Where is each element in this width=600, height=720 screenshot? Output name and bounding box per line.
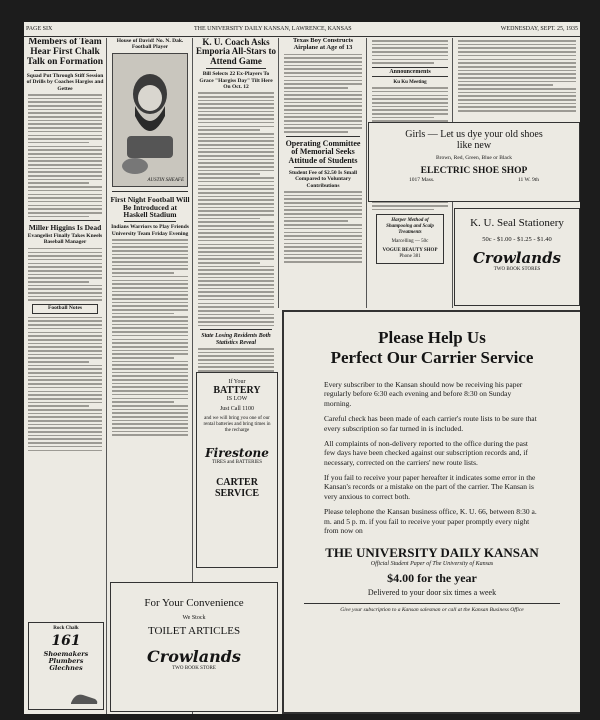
ad-line3: TOILET ARTICLES bbox=[147, 625, 241, 637]
kansan-brand: THE UNIVERSITY DAILY KANSAN bbox=[325, 545, 539, 561]
headline-miller-higgins: Miller Higgins Is Dead bbox=[28, 223, 102, 233]
headline-state-losing: State Losing Residents Both Statistics Reveal bbox=[201, 333, 271, 346]
seal-stationery-ad bbox=[454, 208, 580, 306]
electric-shoe-shop-ad bbox=[368, 122, 580, 202]
article-text bbox=[196, 92, 276, 326]
ad-line5: and we will bring you one of our rental batteries and bring times in the recharge bbox=[203, 416, 271, 433]
page-header bbox=[24, 22, 580, 37]
article-text bbox=[282, 191, 364, 263]
column-rule bbox=[106, 38, 107, 714]
ad-phone-number: 161 bbox=[51, 633, 81, 649]
ad-paragraph-1: Every subscriber to the Kansan should now be receiving his paper regularly before 6:30 each evening and before 8:30 on Sunday morning. bbox=[324, 380, 523, 408]
ad-paragraph-2: Careful check has been made of each carrier's route lists to be sure that every subscription so far turned in is included. bbox=[324, 414, 537, 433]
column-rule bbox=[278, 38, 279, 308]
ad-title: K. U. Seal Stationery bbox=[470, 217, 564, 229]
ad-title-2: Perfect Our Carrier Service bbox=[330, 348, 534, 367]
brand-logo: Crowlands bbox=[147, 647, 241, 666]
ad-prices: 50c - $1.00 - $1.25 - $1.40 bbox=[482, 235, 552, 243]
ad-shop-name: Shoemakers Plumbers Glechnes bbox=[43, 650, 89, 673]
ku-ku-meeting: Ku Ku Meeting bbox=[393, 80, 427, 86]
photo-caption-top: House of David! No. N. Dak. Football Player bbox=[116, 38, 184, 51]
article-text bbox=[26, 94, 104, 217]
headline-operating-committee: Operating Committee of Memorial Seeks Attitude of Students bbox=[285, 138, 361, 165]
football-notes-box bbox=[32, 304, 98, 314]
brand-sub: TWO BOOK STORES bbox=[493, 266, 541, 272]
announcements-title: Announcements bbox=[389, 68, 431, 75]
ad-phone: Phone 381 bbox=[399, 254, 421, 260]
photo-name: AUSTIN SHEAFE bbox=[147, 177, 184, 183]
address-right: 11 W. 9th bbox=[517, 177, 539, 183]
football-notes-title: Football Notes bbox=[47, 305, 83, 312]
player-portrait-icon bbox=[113, 54, 187, 186]
player-photo bbox=[112, 53, 188, 187]
ad-line1: Girls — Let us dye your old shoes bbox=[405, 129, 543, 140]
shoemakers-ad bbox=[28, 622, 104, 710]
subhead-indians-warriors: Indians Warriors to Play Friends University Team Friday Evening bbox=[111, 224, 189, 237]
ad-title: Harper Method of Shampooing and Scalp Treatments bbox=[386, 218, 434, 236]
page-number: PAGE SIX bbox=[26, 26, 53, 32]
subscription-price: $4.00 for the year bbox=[387, 571, 477, 586]
brand-sub: TIRES and BATTERIES bbox=[212, 460, 262, 465]
column-rule bbox=[366, 38, 367, 308]
vogue-beauty-ad bbox=[376, 214, 444, 264]
ad-line: Marcelling — 50c bbox=[391, 239, 429, 245]
subhead-hargiss-day: Bill Selects 22 Ex-Players To Grace "Hargiss Day" Tilt Here On Oct. 12 bbox=[199, 71, 273, 90]
column-1 bbox=[26, 38, 104, 714]
ad-line2: BATTERY bbox=[213, 385, 261, 396]
article-text bbox=[370, 40, 450, 64]
headline-team-chalk-talk: Members of Team Hear First Chalk Talk on Formation bbox=[26, 38, 104, 67]
column-4 bbox=[282, 38, 364, 308]
kansan-brand-sub: Official Student Paper of The University of Kansas bbox=[370, 561, 494, 568]
service-name-2: SERVICE bbox=[214, 488, 260, 499]
carrier-service-ad bbox=[282, 310, 580, 714]
ad-body bbox=[284, 380, 580, 535]
address-left: 1017 Mass. bbox=[409, 177, 435, 183]
shoe-illustration bbox=[69, 689, 99, 707]
ad-line3: IS LOW bbox=[226, 396, 248, 402]
article-text bbox=[110, 239, 190, 436]
battery-ad bbox=[196, 372, 278, 568]
brand-logo: Firestone bbox=[205, 446, 269, 460]
ad-footer: Give your subscription to a Kansan salesman or call at the Kansan Business Office bbox=[340, 607, 524, 614]
ad-line3: Brown, Red, Green, Blue or Black bbox=[435, 155, 513, 161]
article-text bbox=[456, 40, 578, 112]
brand-logo: Crowlands bbox=[472, 248, 561, 267]
ad-paragraph-3: All complaints of non-delivery reported to the office during the past few days have been checked against our subscription records and, if necessary, corrected on the carriers' new route lists. bbox=[324, 438, 528, 467]
issue-date: WEDNESDAY, SEPT. 25, 1935 bbox=[500, 26, 578, 32]
headline-texas-boy: Texas Boy Constructs Airplane at Age of 13 bbox=[292, 38, 354, 51]
subhead-student-fee: Student Fee of $2.50 Is Small Compared to Voluntary Contributions bbox=[288, 169, 358, 189]
ad-line1: If Your bbox=[228, 379, 246, 385]
ad-shop-name: VOGUE BEAUTY SHOP bbox=[382, 248, 438, 254]
ad-line2: like new bbox=[456, 140, 492, 151]
ad-paragraph-4: If you fail to receive your paper hereafter it indicates some error in the Kansan's records or a mistake on the part of the carrier. The Kansan is very anxious to correct both. bbox=[324, 473, 536, 501]
shop-addresses bbox=[409, 177, 539, 185]
delivery-note: Delivered to your door six times a week bbox=[367, 588, 497, 598]
shop-name: ELECTRIC SHOE SHOP bbox=[420, 166, 528, 176]
headline-coach-emporia: K. U. Coach Asks Emporia All-Stars to Attend Game bbox=[196, 38, 276, 66]
announcements-box bbox=[372, 67, 448, 77]
headline-night-football: First Night Football Will Be Introduced at Haskell Stadium bbox=[110, 194, 190, 220]
article-text bbox=[26, 248, 104, 301]
article-text bbox=[26, 317, 104, 451]
toilet-articles-ad bbox=[110, 582, 278, 712]
ad-line2: We Stock bbox=[182, 615, 206, 621]
article-text bbox=[282, 54, 364, 133]
newspaper-page bbox=[24, 22, 580, 714]
brand-sub: TWO BOOK STORE bbox=[172, 666, 216, 671]
ad-line1: For Your Convenience bbox=[144, 597, 244, 609]
ad-line4: Just Call 1100 bbox=[219, 406, 255, 412]
service-name-1: CARTER bbox=[216, 477, 258, 488]
subhead-squad-drills: Squad Put Through Stiff Session of Drills by Coaches Hargiss and Gettee bbox=[26, 72, 104, 92]
masthead: THE UNIVERSITY DAILY KANSAN, LAWRENCE, KANSAS bbox=[194, 26, 352, 32]
subhead-evangelist: Evangelist Finally Takes Kneels Baseball Manager bbox=[27, 233, 103, 246]
ad-paragraph-5: Please telephone the Kansan business office, K. U. 66, between 8:30 a. m. and 5 p. m. if you fail to receive your paper promptly every night from now on bbox=[324, 507, 537, 535]
ad-title-1: Please Help Us bbox=[378, 328, 486, 347]
ad-top-text: Rock Chalk bbox=[53, 626, 79, 631]
